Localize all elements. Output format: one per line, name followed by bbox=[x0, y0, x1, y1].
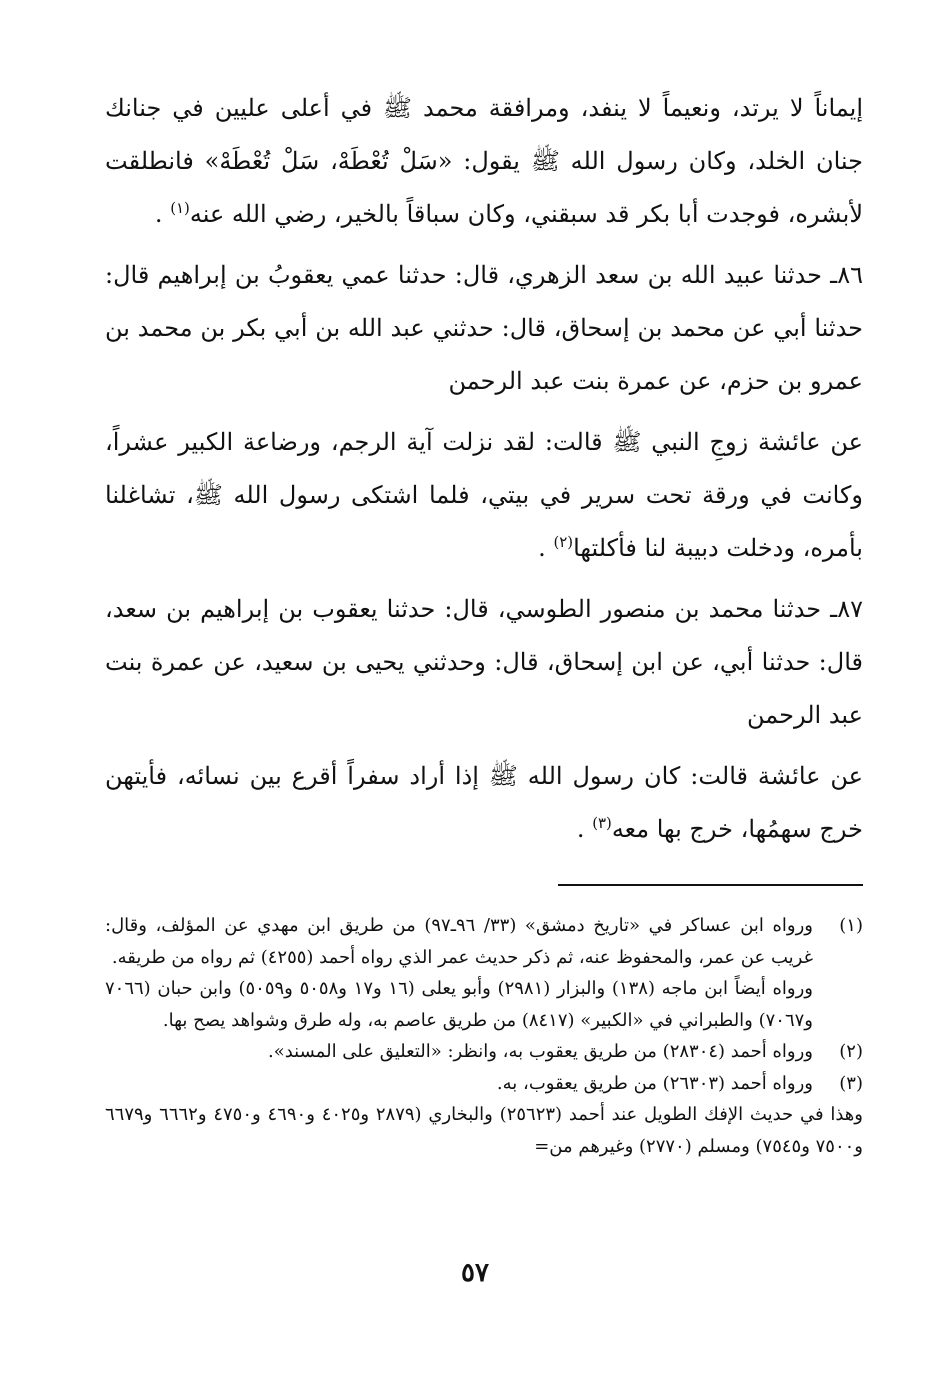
footnote-line: ورواه ابن عساكر في «تاريخ دمشق» (٣٣/ ٩٦ـ٩٧) من طريق ابن مهدي عن المؤلف، وقال: غريب عن عمر، والمحفوظ عنه، ثم ذكر حديث عمر الذي رواه أحمد (٤٢٥٥) ثم رواه من طريقه. bbox=[105, 915, 813, 968]
footnote-continuation: وهذا في حديث الإفك الطويل عند أحمد (٢٥٦٢٣) والبخاري (٢٨٧٩ و٤٠٢٥ و٤٦٩٠ و٤٧٥٠ و٦٦٦٢ و٦٦٧٩ و٧٥٠٠ و٧٥٤٥) ومسلم (٢٧٧٠) وغيرهم من= bbox=[105, 1104, 863, 1157]
footnote-divider bbox=[558, 884, 863, 886]
hadith-87-matn: عن عائشة قالت: كان رسول الله ﷺ إذا أراد سفراً أقرع بين نسائه، فأيتهن خرج سهمُها، خرج بها معه$^{(٣)}$ . bbox=[105, 762, 863, 843]
footnote-number: (١) bbox=[839, 915, 863, 936]
paragraph-1: إيماناً لا يرتد، ونعيماً لا ينفد، ومرافقة محمد ﷺ في أعلى عليين في جنانك جنان الخلد، وكان رسول الله ﷺ يقول: «سَلْ تُعْطَهْ، سَلْ تُعْطَهْ» فانطلقت لأبشره، فوجدت أبا بكر قد سبقني، وكان سباقاً بالخير، رضي الله عنه$^{(١)}$ . bbox=[105, 94, 863, 228]
footnote-ref-2[interactable]: (٢) bbox=[553, 533, 574, 552]
footnote-3 bbox=[105, 1068, 863, 1100]
footnote-ref-1[interactable]: (١) bbox=[170, 199, 190, 218]
footnote-line: ورواه أحمد (٢٦٣٠٣) من طريق يعقوب، به. bbox=[496, 1072, 813, 1094]
hadith-86-isnad: ٨٦ـ حدثنا عبيد الله بن سعد الزهري، قال: حدثنا عمي يعقوبُ بن إبراهيم قال: حدثنا أبي عن محمد بن إسحاق، قال: حدثني عبد الله بن أبي بكر بن محمد بن عمرو بن حزم، عن عمرة بنت عبد الرحمن bbox=[105, 261, 863, 395]
footnotes bbox=[105, 910, 863, 1162]
footnote-2 bbox=[105, 1036, 863, 1068]
main-text bbox=[105, 82, 863, 856]
hadith-86-matn: عن عائشة زوجِ النبي ﷺ قالت: لقد نزلت آية الرجم، ورضاعة الكبير عشراً، وكانت في ورقة تحت سرير في بيتي، فلما اشتكى رسول الله ﷺ، تشاغلنا بأمره، ودخلت دبيبة لنا فأكلتها$^{(٢)}$ . bbox=[105, 428, 863, 562]
footnote-number: (٣) bbox=[839, 1072, 863, 1094]
page-number: ٥٧ bbox=[461, 1258, 489, 1288]
hadith-87-isnad: ٨٧ـ حدثنا محمد بن منصور الطوسي، قال: حدثنا يعقوب بن إبراهيم بن سعد، قال: حدثنا أبي، عن ابن إسحاق، قال: وحدثني يحيى بن سعيد، عن عمرة بنت عبد الرحمن bbox=[105, 595, 863, 729]
page-body bbox=[105, 82, 863, 1162]
footnote-line: ورواه أحمد (٢٨٣٠٤) من طريق يعقوب به، وانظر: «التعليق على المسند». bbox=[268, 1041, 813, 1062]
footnote-line: ورواه أيضاً ابن ماجه (١٣٨) والبزار (٢٩٨١) وأبو يعلى (١٦ و١٧ و٥٠٥٨ و٥٠٥٩) وابن حبان (٧٠٦٦ و٧٠٦٧) والطبراني في «الكبير» (٨٤١٧) من طريق عاصم به، وله طرق وشواهد يصح بها. bbox=[105, 978, 813, 1031]
footnote-1 bbox=[105, 910, 863, 1036]
footnote-number: (٢) bbox=[839, 1041, 863, 1062]
footnote-ref-3[interactable]: (٣) bbox=[592, 814, 612, 833]
